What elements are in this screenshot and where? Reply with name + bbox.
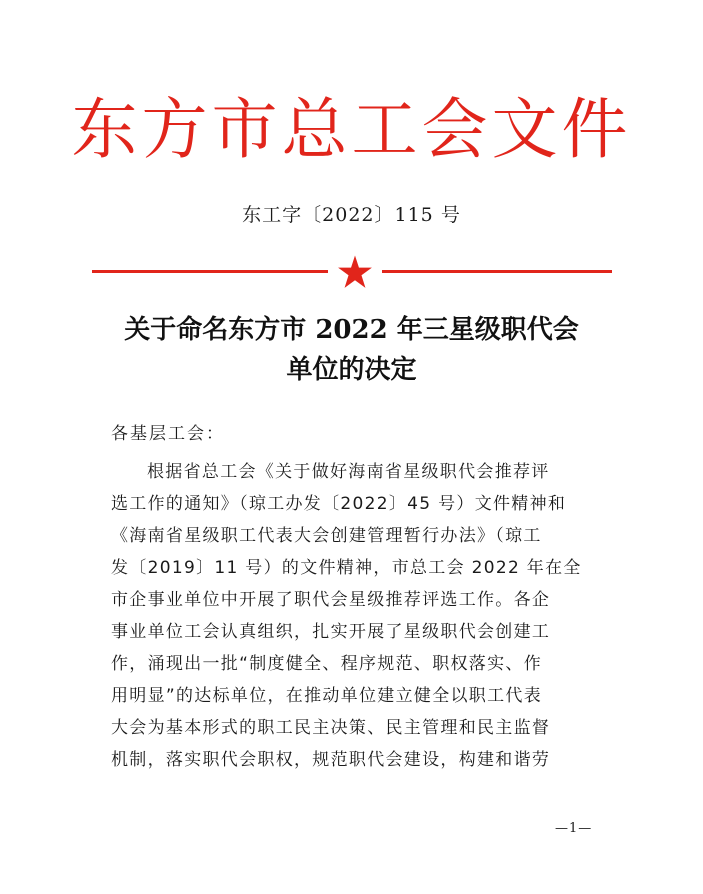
document-title [0, 310, 703, 390]
body-line: 作，涌现出一批“制度健全、程序规范、职权落实、作 [111, 654, 543, 674]
page-number: —1— [555, 821, 593, 836]
document-number: 东工字〔2022〕115 号 [242, 204, 461, 226]
body-line: 根据省总工会《关于做好海南省星级职代会推荐评 [147, 462, 550, 482]
body-line: 事业单位工会认真组织，扎实开展了星级职代会创建工 [111, 622, 551, 642]
body-line: 选工作的通知》（琼工办发〔2022〕45 号）文件精神和 [111, 494, 567, 514]
body-line: 《海南省星级职工代表大会创建管理暂行办法》（琼工 [111, 526, 542, 546]
body-line: 大会为基本形式的职工民主决策、民主管理和民主监督 [111, 718, 551, 738]
title-line-1: 关于命名东方市 2022 年三星级职代会 [124, 315, 579, 345]
body-text [111, 456, 591, 776]
title-line-2: 单位的决定 [286, 355, 417, 385]
divider-line-left [92, 270, 328, 273]
body-line: 机制，落实职代会职权，规范职代会建设，构建和谐劳 [111, 750, 551, 770]
masthead-title: 东方市总工会文件 [71, 91, 632, 168]
body-line: 市企事业单位中开展了职代会星级推荐评选工作。各企 [111, 590, 551, 610]
divider-line-right [382, 270, 612, 273]
red-divider [92, 256, 612, 286]
salutation: 各基层工会： [111, 424, 225, 444]
body-line: 发〔2019〕11 号）的文件精神，市总工会 2022 年在全 [111, 558, 582, 578]
body-line: 用明显”的达标单位，在推动单位建立健全以职工代表 [111, 686, 543, 706]
star-icon [337, 254, 373, 290]
